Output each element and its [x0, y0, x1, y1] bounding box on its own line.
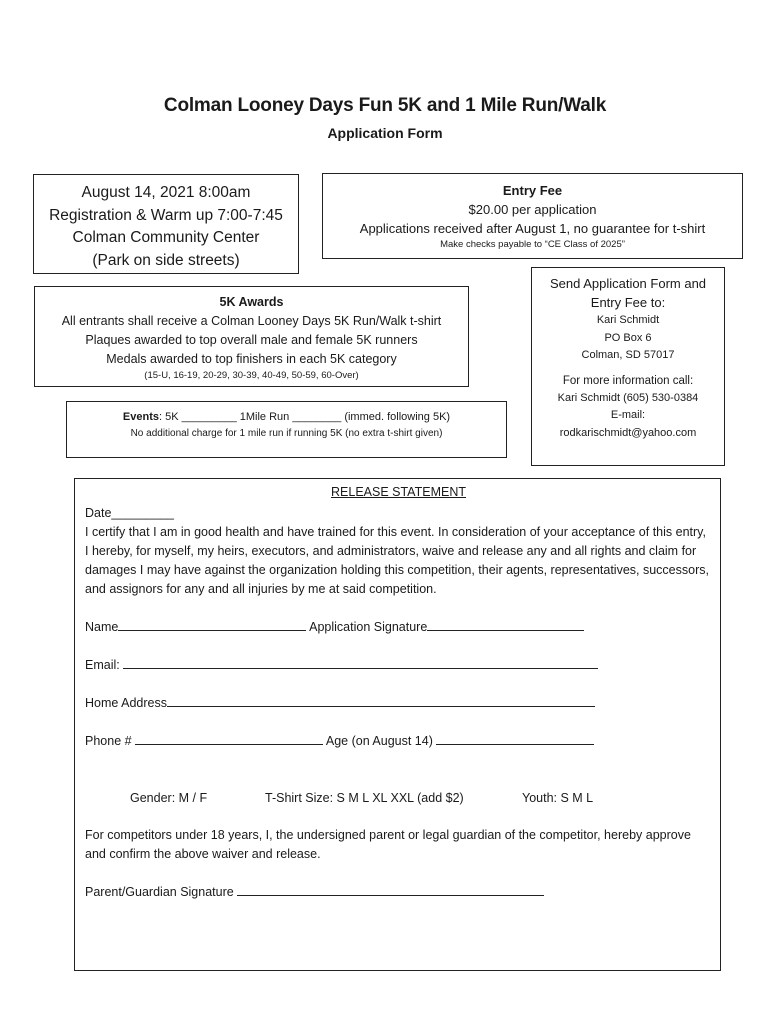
entry-fee-heading: Entry Fee: [502, 183, 563, 198]
email-row: [85, 656, 598, 675]
awards-categories: (15-U, 16-19, 20-29, 30-39, 40-49, 50-59, 60-Over): [144, 370, 359, 381]
minor-waiver-note: For competitors under 18 years, I, the undersigned parent or legal guardian of the competitor, hereby approve and confirm the above waiver and release.: [85, 828, 691, 861]
name-row: [85, 618, 584, 637]
email-field[interactable]: [123, 656, 598, 669]
name-field[interactable]: [118, 618, 306, 631]
late-application-note: Applications received after August 1, no guarantee for t-shirt: [359, 221, 706, 236]
parent-signature-label: Parent/Guardian Signature: [85, 885, 234, 899]
email-field-label: Email:: [85, 658, 120, 672]
parent-signature-row: [85, 883, 544, 902]
date-field[interactable]: Date_________: [85, 506, 174, 520]
parking-note: (Park on side streets): [92, 251, 240, 269]
event-location: Colman Community Center: [72, 229, 260, 246]
age-label: Age (on August 14): [325, 734, 433, 748]
contact-email: rodkarischmidt@yahoo.com: [559, 426, 697, 439]
awards-line-2: Plaques awarded to top overall male and female 5K runners: [85, 333, 418, 347]
events-choices: : 5K _________ 1Mile Run ________ (immed. following 5K): [159, 411, 451, 423]
send-city: Colman, SD 57017: [581, 349, 675, 361]
entry-fee-box: [322, 173, 743, 259]
age-field[interactable]: [436, 732, 594, 745]
address-field[interactable]: [167, 694, 595, 707]
check-payable-note: Make checks payable to “CE Class of 2025”: [440, 239, 625, 250]
signature-label: Application Signature: [309, 620, 428, 634]
events-label: Events: [122, 411, 159, 423]
phone-label: Phone #: [85, 734, 132, 748]
awards-line-1: All entrants shall receive a Colman Looney Days 5K Run/Walk t-shirt: [61, 314, 442, 328]
gender-options[interactable]: Gender: M / F: [130, 791, 208, 805]
phone-field[interactable]: [135, 732, 323, 745]
events-box: [66, 401, 507, 458]
info-label: For more information call:: [562, 374, 694, 387]
awards-box: [34, 286, 469, 387]
release-heading: RELEASE STATEMENT: [331, 485, 466, 499]
phone-row: [85, 732, 594, 751]
address-row: [85, 694, 595, 713]
address-label: Home Address: [85, 696, 167, 710]
send-po-box: PO Box 6: [604, 331, 652, 344]
parent-signature-field[interactable]: [237, 883, 544, 896]
tshirt-size-options[interactable]: T-Shirt Size: S M L XL XXL (add $2): [265, 791, 464, 805]
email-label: E-mail:: [610, 409, 646, 421]
youth-size-options[interactable]: Youth: S M L: [522, 791, 594, 805]
events-note: No additional charge for 1 mile run if running 5K (no extra t-shirt given): [130, 428, 443, 439]
page-title: Colman Looney Days Fun 5K and 1 Mile Run/Walk: [163, 95, 607, 116]
page-subtitle: Application Form: [327, 125, 443, 141]
send-name: Kari Schmidt: [596, 314, 660, 326]
send-line-2: Entry Fee to:: [590, 295, 666, 310]
awards-heading: 5K Awards: [219, 295, 284, 309]
awards-line-3: Medals awarded to top finishers in each 5K category: [106, 352, 397, 366]
event-date-time: August 14, 2021 8:00am: [81, 184, 251, 201]
name-label: Name: [85, 620, 119, 634]
contact-phone: Kari Schmidt (605) 530-0384: [557, 391, 699, 404]
release-statement-text: I certify that I am in good health and have trained for this event. In consideration of your acceptance of this entry, I hereby, for myself, my heirs, executors, and administrators, waive and release any and all rights and claim for damages I may have against the organization holding this competition, their agents, representatives, successors, and assignors for any and all injuries by me at said competition.: [85, 525, 709, 596]
release-statement-box: [74, 478, 721, 971]
send-application-box: [531, 267, 725, 466]
signature-field[interactable]: [427, 618, 584, 631]
send-line-1: Send Application Form and: [549, 276, 707, 291]
entry-fee-price: $20.00 per application: [468, 202, 597, 217]
events-line: [67, 409, 506, 426]
event-info-box: [33, 174, 299, 274]
registration-time: Registration & Warm up 7:00-7:45: [49, 206, 283, 224]
